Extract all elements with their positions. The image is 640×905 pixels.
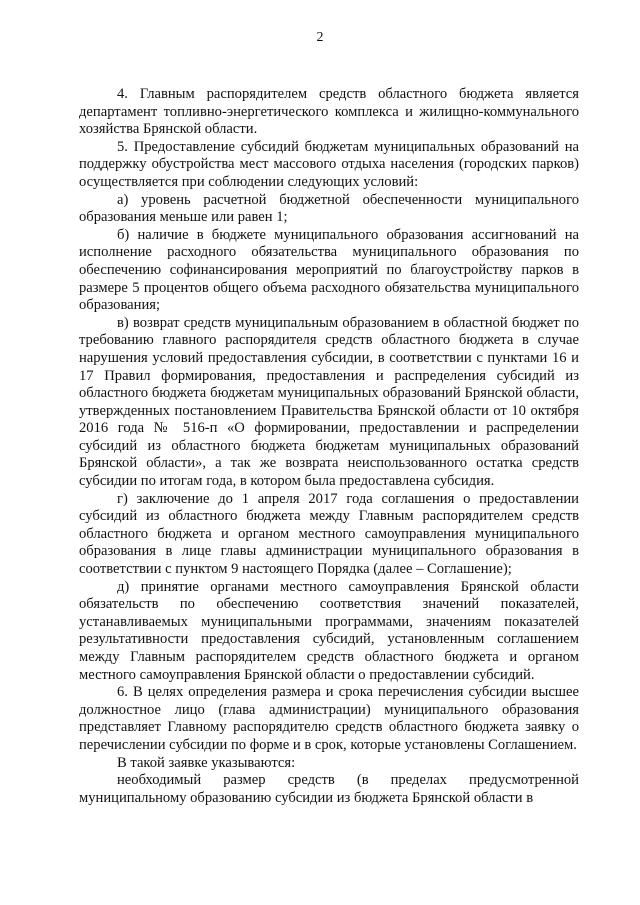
page-number: 2: [316, 30, 324, 45]
condition-a: а) уровень расчетной бюджетной обеспеченности муниципального образования меньше или равен 1;: [79, 191, 579, 226]
document-body: [79, 86, 579, 807]
condition-b: б) наличие в бюджете муниципального образования ассигнований на исполнение расходного обязательства муниципального образования по обеспечению софинансирования мероприятий по благоустройству парков в размере 5 процентов общего объема расходного обязательства муниципального образования;: [79, 226, 579, 314]
application-item-amount: необходимый размер средств (в пределах предусмотренной муниципальному образованию субсидии из бюджета Брянской области в: [79, 772, 579, 806]
condition-d: д) принятие органами местного самоуправления Брянской области обязательств по обеспечению соответствия значений показателей, устанавливаемых муниципальными программами, значениям показателей результативности предоставления субсидий, установленным соглашением между Главным распорядителем средств областного бюджета и органом местного самоуправления Брянской области о предоставлении субсидий.: [79, 578, 579, 683]
paragraph-6-application: 6. В целях определения размера и срока перечисления субсидии высшее должностное лицо (глава администрации) муниципального образования представляет Главному распорядителю средств областного бюджета заявку о перечислении субсидии по форме и в срок, которые установлены Соглашением.: [79, 684, 579, 753]
condition-g: г) заключение до 1 апреля 2017 года соглашения о предоставлении субсидий из областного бюджета между Главным распорядителем средств областного бюджета и органом местного самоуправления муниципального образования в лице главы администрации муниципального образования в соответствии с пунктом 9 настоящего Порядка (далее – Соглашение);: [79, 490, 579, 578]
paragraph-4-budget-manager: 4. Главным распорядителем средств областного бюджета является департамент топливно-энергетического комплекса и жилищно-коммунального хозяйства Брянской области.: [79, 86, 579, 138]
application-contents-intro: В такой заявке указываются:: [117, 754, 296, 771]
condition-v: в) возврат средств муниципальным образованием в областной бюджет по требованию главного распорядителя средств областного бюджета в случае нарушения условий предоставления субсидии, в соответствии с пунктами 16 и 17 Правил формирования, предоставления и распределения субсидий из областного бюджета бюджетам муниципальных образований Брянской области, утвержденных постановлением Правительства Брянской области от 10 октября 2016 года № 516-п «О формировании, предоставлении и распределении субсидий из областного бюджета бюджетам муниципальных образований Брянской области», а так же возврата неиспользованного остатка средств субсидии по итогам года, в котором была предоставлена субсидия.: [79, 314, 579, 490]
paragraph-5-subsidy-conditions: 5. Предоставление субсидий бюджетам муниципальных образований на поддержку обустройства мест массового отдыха населения (городских парков) осуществляется при соблюдении следующих условий:: [79, 138, 579, 190]
